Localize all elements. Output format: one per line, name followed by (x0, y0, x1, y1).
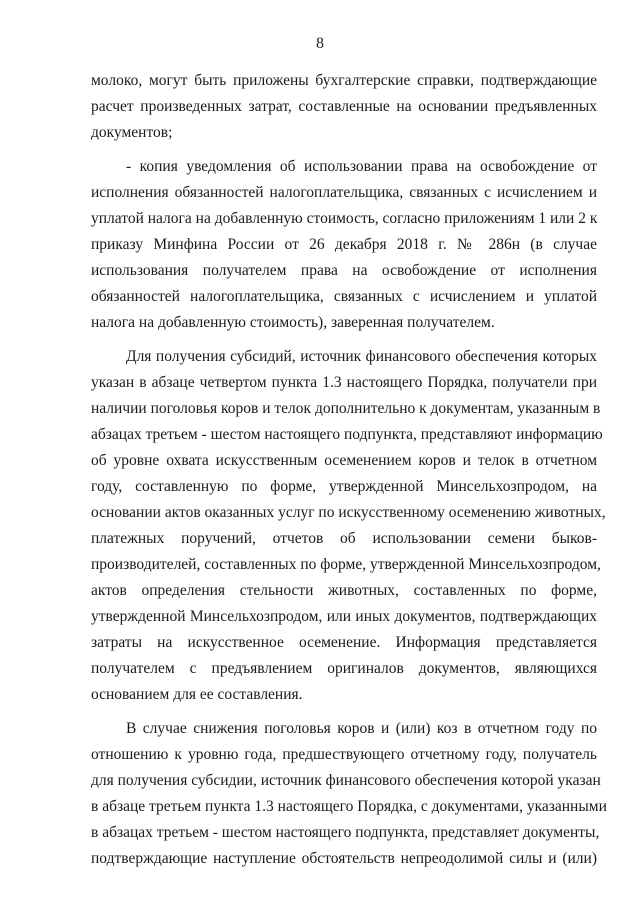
text-line: использования получателем права на освобождение от исполнения (91, 262, 597, 279)
paragraph-gap (91, 708, 597, 716)
text-line: документов; (91, 124, 173, 141)
text-line: актов определения стельности животных, составленных по форме, (91, 582, 597, 599)
text-line: указан в абзаце четвертом пункта 1.3 настоящего Порядка, получатели при (91, 374, 597, 391)
document-body (91, 68, 607, 872)
text-line: подтверждающие наступление обстоятельств непреодолимой силы и (или) (91, 850, 597, 867)
text-line: об уровне охвата искусственным осеменением коров и телок в отчетном (91, 452, 597, 469)
text-line: наличии поголовья коров и телок дополнительно к документам, указанным в (91, 400, 601, 417)
text-line: молоко, могут быть приложены бухгалтерские справки, подтверждающие (91, 72, 597, 89)
text-line: В случае снижения поголовья коров и (или) коз в отчетном году по (126, 720, 597, 737)
text-line: основанием для ее составления. (91, 686, 303, 703)
text-line: году, составленную по форме, утвержденной Минсельхозпродом, на (91, 478, 597, 495)
text-line: налога на добавленную стоимость), заверенная получателем. (91, 314, 495, 331)
paragraph (91, 716, 607, 872)
text-line: абзацах третьем - шестом настоящего подпункта, представляют информацию (91, 426, 603, 443)
text-line: в абзаце третьем пункта 1.3 настоящего Порядка, с документами, указанными (91, 798, 607, 815)
text-line: - копия уведомления об использовании права на освобождение от (126, 158, 597, 175)
text-line: производителей, составленных по форме, утвержденной Минсельхозпродом, (91, 556, 601, 573)
paragraph-gap (91, 336, 597, 344)
text-line: Для получения субсидий, источник финансового обеспечения которых (126, 348, 597, 365)
text-line: обязанностей налогоплательщика, связанных с исчислением и уплатой (91, 288, 597, 305)
text-line: основании актов оказанных услуг по искусственному осеменению животных, (91, 504, 606, 521)
text-line: в абзацах третьем - шестом настоящего подпункта, представляет документы, (91, 824, 600, 841)
text-line: платежных поручений, отчетов об использовании семени быков- (91, 530, 597, 547)
text-line: отношению к уровню года, предшествующего отчетному году, получатель (91, 746, 597, 763)
text-line: для получения субсидии, источник финансового обеспечения которой указан (91, 772, 601, 789)
text-line: исполнения обязанностей налогоплательщика, связанных с исчислением и (91, 184, 597, 201)
text-line: затраты на искусственное осеменение. Информация представляется (91, 634, 597, 651)
paragraph (91, 154, 597, 336)
text-line: утвержденной Минсельхозпродом, или иных документов, подтверждающих (91, 608, 597, 625)
paragraph-gap (91, 146, 597, 154)
paragraph (91, 68, 597, 146)
text-line: уплатой налога на добавленную стоимость, согласно приложениям 1 или 2 к (91, 210, 598, 227)
text-line: получателем с предъявлением оригиналов документов, являющихся (91, 660, 597, 677)
text-line: расчет произведенных затрат, составленные на основании предъявленных (91, 98, 597, 115)
page-number: 8 (316, 35, 324, 52)
paragraph (91, 344, 606, 708)
text-line: приказу Минфина России от 26 декабря 2018 г. № 286н (в случае (91, 236, 597, 253)
